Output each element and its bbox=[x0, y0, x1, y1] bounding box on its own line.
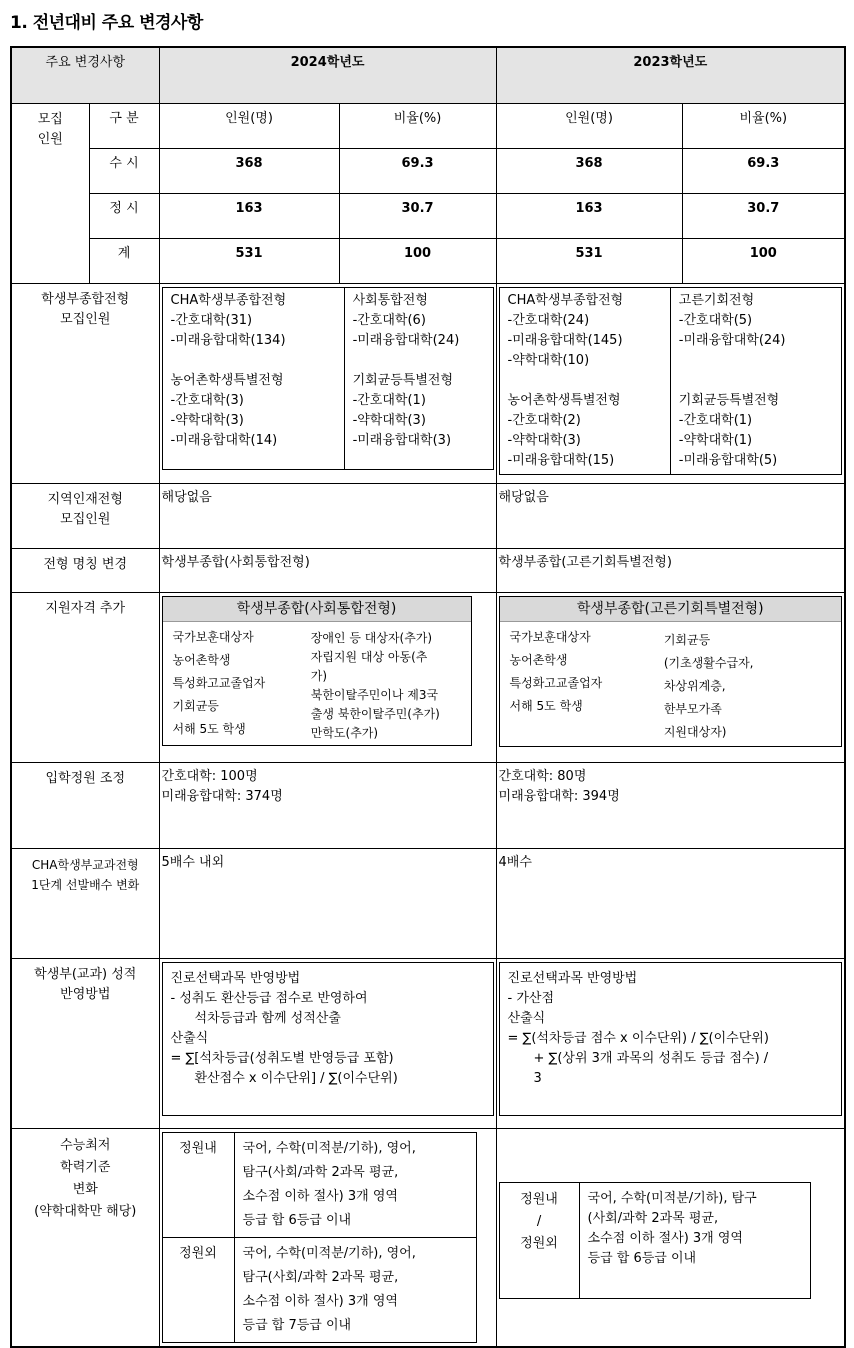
cell-ratio-2024: 69.3 bbox=[339, 148, 496, 193]
regional-row bbox=[11, 483, 845, 548]
qualification-row bbox=[11, 592, 845, 762]
row-category: 정 시 bbox=[89, 193, 159, 238]
qualification-2024-title: 학생부종합(사회통합전형) bbox=[163, 597, 471, 622]
rename-2023: 학생부종합(고른기회특별전형) bbox=[496, 548, 845, 592]
cell-count-2023: 163 bbox=[496, 193, 682, 238]
header-2024: 2024학년도 bbox=[159, 47, 496, 103]
csat-2024-key-out: 정원외 bbox=[162, 1237, 234, 1342]
qualification-2023-box: 학생부종합(고른기회특별전형) 국가보훈대상자 농어촌학생 특성화고교졸업자 서해 5도 학생 기회균등 (기초생활수급자, 차상위계층, 한부모가족 지원대상자) bbox=[499, 596, 843, 747]
regional-2024: 해당없음 bbox=[159, 483, 496, 548]
table-header-row bbox=[11, 47, 845, 103]
row-category: 계 bbox=[89, 238, 159, 283]
cell-ratio-2023: 30.7 bbox=[682, 193, 845, 238]
quota-2024: 간호대학: 100명 미래융합대학: 374명 bbox=[159, 762, 496, 848]
cell-count-2023: 531 bbox=[496, 238, 682, 283]
csat-2024 bbox=[159, 1128, 496, 1347]
comprehensive-2024-box: CHA학생부종합전형 -간호대학(31) -미래융합대학(134) 농어촌학생특별전형 -간호대학(3) -약학대학(3) -미래융합대학(14) 사회통합전형 -간호대학(6) -미래융합대학(24) 기회균등특별전형 -간호대학(1) -약학대학(3) -미래융합대학(3) bbox=[162, 287, 494, 470]
cell-ratio-2023: 69.3 bbox=[682, 148, 845, 193]
rename-row bbox=[11, 548, 845, 592]
qualification-2024 bbox=[159, 592, 496, 762]
cell-count-2024: 531 bbox=[159, 238, 339, 283]
cell-ratio-2023: 100 bbox=[682, 238, 845, 283]
grade-method-2024 bbox=[159, 958, 496, 1128]
csat-label: 수능최저 학력기준 변화 (약학대학만 해당) bbox=[11, 1128, 159, 1347]
qualification-label: 지원자격 추가 bbox=[11, 592, 159, 762]
rename-2024: 학생부종합(사회통합전형) bbox=[159, 548, 496, 592]
csat-2023-key: 정원내 / 정원외 bbox=[499, 1182, 579, 1298]
col-count-2024: 인원(명) bbox=[159, 103, 339, 148]
grade-method-row bbox=[11, 958, 845, 1128]
multiplier-2024: 5배수 내외 bbox=[159, 848, 496, 958]
grade-method-2024-box: 진로선택과목 반영방법 - 성취도 환산등급 점수로 반영하여 석차등급과 함께 성적산출 산출식 = ∑[석차등급(성취도별 반영등급 포함) 환산점수 x 이수단위] / ∑(이수단위) bbox=[162, 962, 494, 1116]
header-label: 주요 변경사항 bbox=[11, 47, 159, 103]
csat-2024-text-in: 국어, 수학(미적분/기하), 영어, 탐구(사회/과학 2과목 평균, 소수점 이하 절사) 3개 영역 등급 합 6등급 이내 bbox=[234, 1132, 476, 1237]
quota-2023: 간호대학: 80명 미래융합대학: 394명 bbox=[496, 762, 845, 848]
csat-2023-table bbox=[499, 1182, 811, 1299]
page-title: 1. 전년대비 주요 변경사항 bbox=[10, 13, 203, 33]
multiplier-2023: 4배수 bbox=[496, 848, 845, 958]
csat-2024-key-in: 정원내 bbox=[162, 1132, 234, 1237]
grade-method-2023-box: 진로선택과목 반영방법 - 가산점 산출식 = ∑(석차등급 점수 x 이수단위) / ∑(이수단위) + ∑(상위 3개 과목의 성취도 등급 점수) / 3 bbox=[499, 962, 843, 1116]
rename-label: 전형 명칭 변경 bbox=[11, 548, 159, 592]
csat-row bbox=[11, 1128, 845, 1347]
qualification-2023-title: 학생부종합(고른기회특별전형) bbox=[500, 597, 842, 622]
multiplier-row bbox=[11, 848, 845, 958]
cell-ratio-2024: 100 bbox=[339, 238, 496, 283]
comprehensive-2023-box: CHA학생부종합전형 -간호대학(24) -미래융합대학(145) -약학대학(10) 농어촌학생특별전형 -간호대학(2) -약학대학(3) -미래융합대학(15) 고른기회전형 -간호대학(5) -미래융합대학(24) 기회균등특별전형 -간호대학(1) -약학대학(1) -미래융합대학(5) bbox=[499, 287, 843, 475]
cell-count-2024: 368 bbox=[159, 148, 339, 193]
cell-count-2024: 163 bbox=[159, 193, 339, 238]
regional-2023: 해당없음 bbox=[496, 483, 845, 548]
recruitment-label: 모집 인원 bbox=[11, 103, 89, 283]
grade-method-2023 bbox=[496, 958, 845, 1128]
recruitment-header-row bbox=[11, 103, 845, 148]
col-count-2023: 인원(명) bbox=[496, 103, 682, 148]
col-ratio-2024: 비율(%) bbox=[339, 103, 496, 148]
comprehensive-label: 학생부종합전형 모집인원 bbox=[11, 283, 159, 483]
qualification-2023 bbox=[496, 592, 845, 762]
csat-2023-text: 국어, 수학(미적분/기하), 탐구 (사회/과학 2과목 평균, 소수점 이하 절사) 3개 영역 등급 합 6등급 이내 bbox=[579, 1182, 810, 1298]
multiplier-label: CHA학생부교과전형 1단계 선발배수 변화 bbox=[11, 848, 159, 958]
header-2023: 2023학년도 bbox=[496, 47, 845, 103]
comprehensive-2024 bbox=[159, 283, 496, 483]
quota-row bbox=[11, 762, 845, 848]
csat-2023 bbox=[496, 1128, 845, 1347]
col-ratio-2023: 비율(%) bbox=[682, 103, 845, 148]
comprehensive-2023 bbox=[496, 283, 845, 483]
cell-count-2023: 368 bbox=[496, 148, 682, 193]
regional-label: 지역인재전형 모집인원 bbox=[11, 483, 159, 548]
csat-2024-text-out: 국어, 수학(미적분/기하), 영어, 탐구(사회/과학 2과목 평균, 소수점 이하 절사) 3개 영역 등급 합 7등급 이내 bbox=[234, 1237, 476, 1342]
grade-method-label: 학생부(교과) 성적 반영방법 bbox=[11, 958, 159, 1128]
col-category: 구 분 bbox=[89, 103, 159, 148]
comprehensive-row bbox=[11, 283, 845, 483]
table-row bbox=[11, 238, 845, 283]
table-row bbox=[11, 193, 845, 238]
cell-ratio-2024: 30.7 bbox=[339, 193, 496, 238]
row-category: 수 시 bbox=[89, 148, 159, 193]
changes-table bbox=[10, 46, 846, 1348]
table-row bbox=[11, 148, 845, 193]
quota-label: 입학정원 조정 bbox=[11, 762, 159, 848]
csat-2024-table bbox=[162, 1132, 477, 1343]
qualification-2024-box: 학생부종합(사회통합전형) 국가보훈대상자 농어촌학생 특성화고교졸업자 기회균등 서해 5도 학생 장애인 등 대상자(추가) 자립지원 대상 아동(추 가) 북한이탈주민이나 제3국 출생 북한이탈주민(추가) 만학도(추가) bbox=[162, 596, 472, 746]
